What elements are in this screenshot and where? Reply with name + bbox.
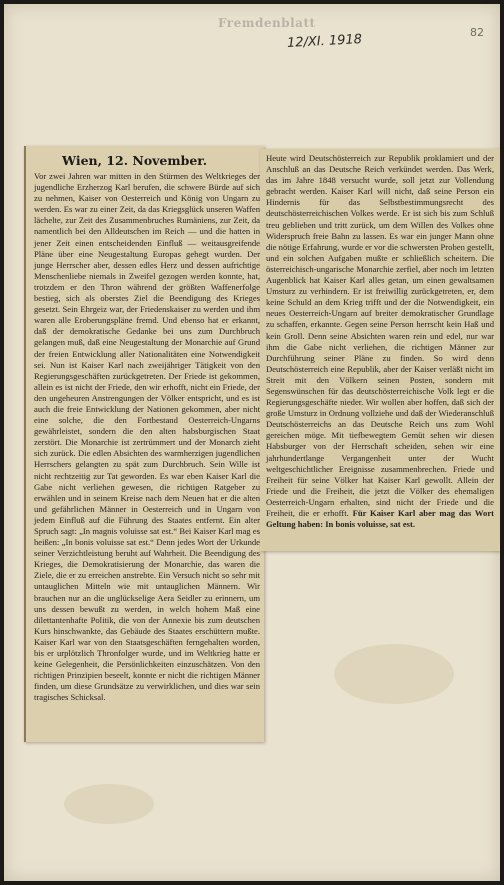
handwritten-date: 12/XI. 1918 (286, 32, 363, 51)
article-headline: Wien, 12. November. (62, 153, 208, 168)
clipping-right-column (260, 149, 500, 551)
archive-sheet (4, 4, 500, 881)
paper-stain (64, 784, 154, 824)
article-left-text: Vor zwei Jahren war mitten in den Stürmen des Weltkrieges der jugendliche Erzherzog Karl berufen, die schwere Bürde auf sich zu nehmen, Kaiser von Oesterreich und König von Ungarn zu werden. Es war zu einer Zeit, da das Kriegsglück unseren Waffen lächelte, zur Zeit des Zusammenbruches Rumäniens, zur Zeit, da namentlich bei den Alldeutschen im Reich — und die hatten in jener Zeit einen entscheidenden Einfluß — weitausgreifende Pläne über eine Neugestaltung Europas gehegt wurden. Der junge Herrscher aber, dessen edles Herz und dessen aufrichtige Menschenliebe niemals in Zweifel gezogen werden konnte, hat, trotzdem er den Thron während der größten Waffenerfolge bestieg, sich als oberstes Ziel die Beendigung des Krieges gesetzt. Sein Ehrgeiz war, der Friedenskaiser zu werden und ihm waren alle Eroberungspläne fremd. Und ebenso hat er erkannt, daß der demokratische Gedanke bei uns zum Durchbruch gelangen muß, daß eine Neugestaltung der Monarchie auf Grund der freien Entwicklung aller Nationalitäten eine Notwendigkeit sei. Nun ist Kaiser Karl nach zweijähriger Tätigkeit von den Regierungsgeschäften zurückgetreten. Der Friede ist gekommen, allein es ist nicht der Friede, den wir erhofft, nicht ein Friede, der den ungeheuren Anstrengungen der Völker entspricht, und es ist auch die freie Entwicklung der Nationen gekommen, aber nicht eine solche, die den Fortbestand Oesterreich-Ungarns gewährleistet, sondern die den alten habsburgischen Staat zerstört. Die Monarchie ist zertrümmert und der Monarch zieht sich zurück. Die edlen Absichten des warmherzigen jugendlichen Herrschers gelangten zu spät zum Durchbruch. Sein Wille ist nicht rechtzeitig zur Tat geworden. Es war eben Kaiser Karl die Gabe nicht verliehen gewesen, die richtigen Ratgeber zu erwählen und in seinem Kreise nach dem Neuen hat er die alten und gefährlichen Männer in Oesterreich und in Ungarn von jedem Einfluß auf die Führung des Staates entfernt. Ein alter Spruch sagt: „In magnis voluisse sat est.“ Bei Kaiser Karl mag es heißen: „In bonis voluisse sat est.“ Denn jedes Wort der Urkunde seiner Verzichtleistung beruht auf Wahrheit. Die Beendigung des Krieges, die Demokratisierung der Monarchie, das waren die Ziele, die er zu erreichen anstrebte. Ein Versuch nicht so sehr mit untauglichen Mitteln wie mit untauglichen Männern. Wir brauchen nur an die unglückselige Aera Seidler zu erinnern, um uns dessen bewußt zu werden, in welch hohem Maß eine dilettantenhafte Politik, die von der Annexie bis zum deutschen Kurs hinschwankte, das Gebäude des Staates erschüttern mußte. Kaiser Karl war von den Staatsgeschäften ferngehalten worden, bis er urplötzlich Thronfolger wurde, und im Weltkrieg hatte er keine Gelegenheit, die Persönlichkeiten einzuschätzen. Von den richtigen Prinzipien beseelt, konnte er nicht die richtigen Männer finden, um diese Grundsätze zu verwirklichen, und dies war sein tragisches Schicksal. (34, 171, 260, 703)
clipping-left-column (24, 146, 264, 742)
paper-stain (334, 644, 454, 704)
page-number: 82 (470, 26, 484, 39)
article-right-body: Heute wird Deutschösterreich zur Republik proklamiert und der Anschluß an das Deutsche Reich verkündet werden. Das Werk, das im Jahre 1848 versucht wurde, soll jetzt zur Vollendung gebracht werden. Kaiser Karl will nicht, daß seine Person ein Hindernis für das Selbstbestimmungsrecht des deutschösterreichischen Volkes werde. Er ist sich bis zum Schluß treu geblieben und tritt zurück, um dem Willen des Volkes ohne Widerspruch freie Bahn zu lassen. Es war ein junger Mann ohne die nötige Erfahrung, wurde er vor die schwersten Proben gestellt, und ein solchen Aufgaben mußte er schließlich scheitern. Die österreichisch-ungarische Monarchie zerfiel, aber noch im letzten Augenblick hat Kaiser Karl alles getan, um einen gewaltsamen Umsturz zu verhindern. Er ist freiwillig zurückgetreten, er, dem keine Schuld an dem Krieg trifft und der die Notwendigkeit, ein neues Oesterreich-Ungarn auf breiter demokratischer Grundlage zu schaffen, erkannte. Gegen seine Person herrscht kein Haß und kein Groll. Denn seine Absichten waren rein und edel, nur war ihm die Gabe nicht verliehen, die richtigen Männer zur Durchführung seiner Pläne zu finden. So wird denn Deutschösterreich eine Republik, aber der Kaiser verläßt nicht im Streit mit den Völkern seinen Posten, sondern mit Segenswünschen für das deutschösterreichische Volk legt er die Regierungsgeschäfte nieder. Wir wollen aber hoffen, daß sich der große Umsturz in Ordnung vollziehe und daß der Wiederanschluß Deutschösterreichs an das Deutsche Reich uns zum Wohl gereichen möge. Mit tiefbewegtem Gemüt sehen wir diesen Habsburger von der Herrschaft scheiden, sehen wir eine jahrhundertlange Vergangenheit unter der Wucht weltgeschichtlicher Ereignisse zusammenbrechen. Friede und Freiheit für seine Völker hat Kaiser Karl gewollt. Allein der Friede und die Freiheit, die jetzt die Völker des ehemaligen Oesterreich-Ungarn erhalten, sind nicht der Friede und die Freiheit, die er erhofft. (266, 153, 494, 518)
article-right-text (266, 153, 494, 530)
newspaper-masthead: Fremdenblatt (218, 16, 316, 30)
article-closing-line: Für Kaiser Karl aber mag das Wort Geltung haben: In bonis voluisse, sat est. (266, 508, 495, 530)
